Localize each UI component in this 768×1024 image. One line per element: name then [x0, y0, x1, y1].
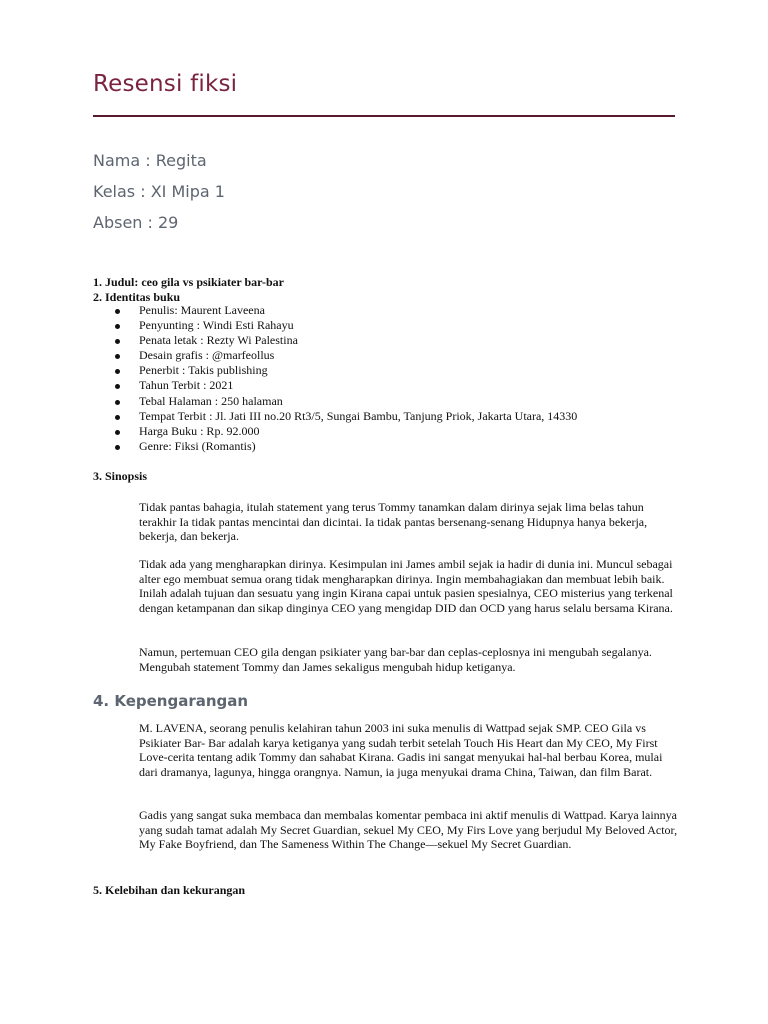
kepengarangan-paragraph: M. LAVENA, seorang penulis kelahiran tahun 2003 ini suka menulis di Wattpad sejak SMP. CEO Gila vs Psikiater Bar- Bar adalah karya ketiganya yang sudah terbit setelah Touch His Heart dan My CEO, My First Love-cerita tentang adik Tommy dan sahabat Kirana. Gadis ini sangat menyukai hal-hal berbau Korea, mulai dari dramanya, lagunya, hingga orangnya. Namun, ia juga menyukai drama China, Taiwan, dan film Barat. — [139, 721, 663, 780]
list-item: Tebal Halaman : 250 halaman — [113, 394, 577, 409]
student-number: Absen : 29 — [93, 213, 179, 232]
kepengarangan-paragraph: Gadis yang sangat suka membaca dan membalas komentar pembaca ini aktif menulis di Wattpad. Karya lainnya yang sudah tamat adalah My Secret Guardian, sekuel My CEO, My Firs Love yang berjudul My Beloved Actor, My Fake Boyfriend, dan The Sameness Within The Change—sekuel My Secret Guardian. — [139, 808, 678, 852]
sinopsis-paragraph: Namun, pertemuan CEO gila dengan psikiater yang bar-bar dan ceplas-ceplosnya ini mengubah segalanya. Mengubah statement Tommy dan James sekaligus mengubah hidup ketiganya. — [139, 645, 652, 674]
section-kelebihan: 5. Kelebihan dan kekurangan — [93, 883, 246, 897]
section-kepengarangan: 4. Kepengarangan — [93, 692, 249, 710]
list-item: Harga Buku : Rp. 92.000 — [113, 424, 577, 439]
list-item: Penulis: Maurent Laveena — [113, 303, 577, 318]
list-item: Desain grafis : @marfeollus — [113, 348, 577, 363]
sinopsis-paragraph: Tidak pantas bahagia, itulah statement yang terus Tommy tanamkan dalam dirinya sejak lima belas tahun terakhir Ia tidak pantas mencintai dan dicintai. Ia tidak pantas bersenang-senang Hidupnya hanya bekerja, bekerja, dan bekerja. — [139, 500, 648, 544]
section-identitas: 2. Identitas buku — [93, 290, 181, 304]
list-item: Penerbit : Takis publishing — [113, 363, 577, 378]
title-divider — [93, 115, 675, 117]
list-item: Tempat Terbit : Jl. Jati III no.20 Rt3/5, Sungai Bambu, Tanjung Priok, Jakarta Utara, 14330 — [113, 409, 577, 424]
list-item: Tahun Terbit : 2021 — [113, 378, 577, 393]
document-title: Resensi fiksi — [93, 71, 238, 97]
student-name: Nama : Regita — [93, 151, 207, 170]
student-class: Kelas : XI Mipa 1 — [93, 182, 225, 201]
list-item: Penyunting : Windi Esti Rahayu — [113, 318, 577, 333]
list-item: Penata letak : Rezty Wi Palestina — [113, 333, 577, 348]
section-judul: 1. Judul: ceo gila vs psikiater bar-bar — [93, 275, 285, 289]
sinopsis-paragraph: Tidak ada yang mengharapkan dirinya. Kesimpulan ini James ambil sejak ia hadir di dunia ini. Muncul sebagai alter ego membuat semua orang tidak mengharapkan dirinya. Ingin membahagiakan dan membuat lebih baik. Inilah adalah tujuan dan sesuatu yang ingin Kirana capai untuk pasien spesialnya, CEO misterius yang terkenal dengan ketampanan dan sikap dinginya CEO yang mengidap DID dan OCD yang harus selalu bersama Kirana. — [139, 557, 673, 616]
identitas-list — [113, 303, 577, 454]
list-item: Genre: Fiksi (Romantis) — [113, 439, 577, 454]
section-sinopsis: 3. Sinopsis — [93, 469, 148, 483]
